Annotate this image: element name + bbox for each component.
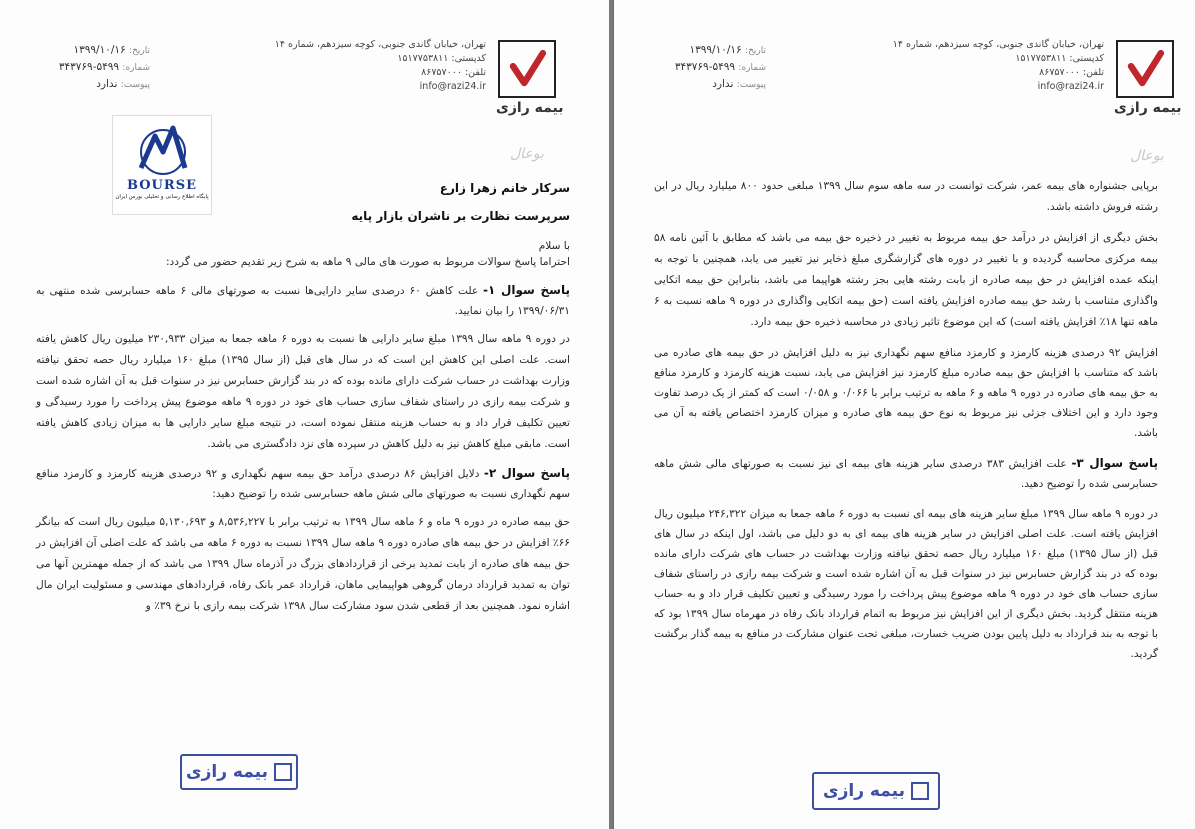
letter-meta: تاریخ: ۱۳۹۹/۱۰/۱۶ شماره: ۵۴۹۹-۳۴۳۷۶۹ پیوست: ندارد xyxy=(58,44,150,90)
paragraph-commission: افزایش ۹۲ درصدی هزینه کارمزد و کارمزد منافع سهم نگهداری نیز به دلیل افزایش در حق بیمه های صادره می باشد که متناسب با افزایش حق بیمه صادره مبلغ کارمزد نیز افزایش می یابد، نسبت هزینه کارمزد و کارمزد منافع به حق بیمه های صادره در دوره ۹ ماهه و ۶ ماهه به ترتیب برابر با ۰/۰۶۶ و ۰/۰۵۸ است که کمتر از یک درصد تفاوت وجود دارد و این اختلاف جزئی نیز مربوط به نوع حق بیمه های صادره و میزان کارمزد اختصاص یافته به آن می باشد. xyxy=(654,347,1158,439)
watermark-stamp: بوعال xyxy=(510,146,544,162)
letter-page-2 xyxy=(614,0,1195,829)
bourse-emblem-icon xyxy=(113,116,213,178)
company-stamp: بیمه رازی xyxy=(812,772,940,810)
watermark-stamp: بوعال xyxy=(1130,148,1164,164)
question-3: پاسخ سوال ۳- علت افزایش ۳۸۳ درصدی سایر هزینه های بیمه ای نیز نسبت به صورتهای مالی شش ماهه حسابرسی شده را توضیح دهید. xyxy=(654,456,1159,490)
company-stamp: بیمه رازی xyxy=(180,754,298,790)
letter-body-2 xyxy=(654,176,1158,756)
company-address: تهران، خیابان گاندی جنوبی، کوچه سیزدهم، شماره ۱۴ کدپستی: ۱۵۱۷۷۵۳۸۱۱ تلفن: ۸۶۷۵۷۰۰۰ info@razi24.ir xyxy=(274,39,486,92)
razi-logo-icon xyxy=(498,40,556,98)
greeting: با سلام xyxy=(538,240,570,252)
letter-body-1 xyxy=(36,178,570,738)
recipient-title: سرپرست نظارت بر ناشران بازار پایه xyxy=(351,209,570,223)
recipient: سرکار خانم زهرا زارع xyxy=(439,181,570,195)
brand-name: بیمه رازی xyxy=(1114,100,1182,116)
check-icon xyxy=(911,782,929,800)
question-1: پاسخ سوال ۱- علت کاهش ۶۰ درصدی سایر دارایی‌ها نسبت به صورتهای مالی ۶ ماهه حسابرسی شده منتهی به ۱۳۹۹/۰۶/۳۱ را بیان نمایید. xyxy=(36,283,570,317)
razi-logo-icon xyxy=(1116,40,1174,98)
brand-name: بیمه رازی xyxy=(496,100,564,116)
letter-meta: تاریخ: ۱۳۹۹/۱۰/۱۶ شماره: ۵۴۹۹-۳۴۳۷۶۹ پیوست: ندارد xyxy=(674,44,766,90)
answer-2: حق بیمه صادره در دوره ۹ ماه و ۶ ماهه سال ۱۳۹۹ به ترتیب برابر با ۸,۵۳۶,۲۲۷ و ۵,۱۳۰,۶۹۳ میلیون ریال است که بیانگر ۶۶٪ افزایش در حق بیمه های صادره دوره ۹ ماهه سال ۱۳۹۹ نسبت به دوره ۶ ماهه می باشد که علت اصلی آن افزایش در حق بیمه های صادره از بابت تمدید برخی از قراردادهای بزرگ در آذرماه سال ۱۳۹۹ می باشد که از جمله مهمترین آنها می توان به تمدید قرارداد درمان گروهی هواپیمایی ماهان، قرارداد عمر بانک رفاه، قراردادهای مهندسی و مسئولیت ایران مال اشاره نمود. همچنین بعد از قطعی شدن سود مشارکت سال ۱۳۹۸ شرکت بیمه رازی با نرخ ۳۹٪ و xyxy=(36,516,570,612)
paragraph-festival: برپایی جشنواره های بیمه عمر، شرکت توانست در سه ماهه سوم سال ۱۳۹۹ مبلغی حدود ۸۰۰ میلیارد ریال در این رشته فروش داشته باشد. xyxy=(654,180,1158,213)
answer-3: در دوره ۹ ماهه سال ۱۳۹۹ مبلغ سایر هزینه های بیمه ای نسبت به دوره ۶ ماهه جمعا به میزان ۲۴۶,۳۲۲ میلیون ریال افزایش یافته است. علت اصلی افزایش در سایر هزینه های بیمه ای به دو دلیل می باشد، اول اینکه در سال های قبل (از سال ۱۳۹۵) مبلغ ۱۶۰ میلیارد ریال حصه تحقق نیافته وزارت بهداشت در حساب های شرکت دارای مانده بوده که در بند گزارش حسابرس نیز در سنوات قبل به آن اشاره شده است و شرکت بیمه رازی در راستای شفاف سازی حساب های خود در دوره ۹ ماهه موضوع پیش پرداخت را مورد رسیدگی و تعیین تکلیف قرار داد و به حساب هزینه منتقل گردید. بخش دیگری از این افزایش نیز مربوط به اتمام قرارداد بانک رفاه در مهرماه سال ۱۳۹۹ بود که با توجه به بند قرارداد به دلیل پایین بودن ضریب خسارت، مبلغی تحت عنوان مشارکت در منافع به بیمه گذار برگشت گردید. xyxy=(654,508,1158,660)
check-icon xyxy=(274,763,292,781)
company-address: تهران، خیابان گاندی جنوبی، کوچه سیزدهم، شماره ۱۴ کدپستی: ۱۵۱۷۷۵۳۸۱۱ تلفن: ۸۶۷۵۷۰۰۰ info@razi24.ir xyxy=(892,39,1104,92)
bourse-logo: BOURSE پایگاه اطلاع رسانی و تحلیلی بورس ایران xyxy=(112,115,212,215)
answer-1: در دوره ۹ ماهه سال ۱۳۹۹ مبلغ سایر دارایی ها نسبت به دوره ۶ ماهه جمعا به میزان ۲۳۰,۹۳۳ میلیون ریال کاهش یافته است. علت اصلی این کاهش این است که در سال های قبل (از سال ۱۳۹۵) مبلغ ۱۶۰ میلیارد ریال حصه تحقق نیافته وزارت بهداشت در حساب شرکت دارای مانده بوده که در بند گزارش حسابرس نیز در سنوات قبل به آن اشاره شده است و شرکت بیمه رازی در راستای شفاف سازی حساب های خود در دوره ۹ ماهه موضوع پیش پرداخت را مورد رسیدگی و تعیین تکلیف قرار داد و به حساب هزینه منتقل نموده است، در نتیجه مبلغ سایر دارایی ها به میزان زیادی کاهش یافته است. مابقی مبلغ کاهش نیز به دلیل کاهش در سپرده های نزد دادگستری می باشد. xyxy=(36,333,570,450)
intro: احتراما پاسخ سوالات مربوط به صورت های مالی ۹ ماهه به شرح زیر تقدیم حضور می گردد: xyxy=(165,256,570,268)
question-2: پاسخ سوال ۲- دلایل افزایش ۸۶ درصدی درآمد حق بیمه سهم نگهداری و ۹۲ درصدی هزینه کارمزد و کارمزد منافع سهم نگهداری نسبت به صورتهای مالی شش ماهه حسابرسی شده را توضیح دهید: xyxy=(36,466,570,500)
paragraph-reserve: بخش دیگری از افزایش در درآمد حق بیمه مربوط به تغییر در ذخیره حق بیمه می باشد که مطابق با آئین نامه ۵۸ بیمه مرکزی محاسبه گردیده و با تغییر در دوره های گزارشگری مبلغ ذخایر نیز تغییر می یابد، همچنین با توجه به اینکه عمده افزایش در حق بیمه صادره از بابت رشته هایی بجز رشته هواپیما می باشد، بنابراین حق بیمه اتکایی واگذاری متناسب با رشد حق بیمه صادره افزایش یافته است (حق بیمه اتکایی واگذاری در دوره ۹ ماهه نسبت به ۶ ماهه تنها ۱۸٪ افزایش یافته است) که این موضوع تاثیر زیادی در محاسبه ذخیره حق بیمه دارد. xyxy=(654,232,1158,328)
